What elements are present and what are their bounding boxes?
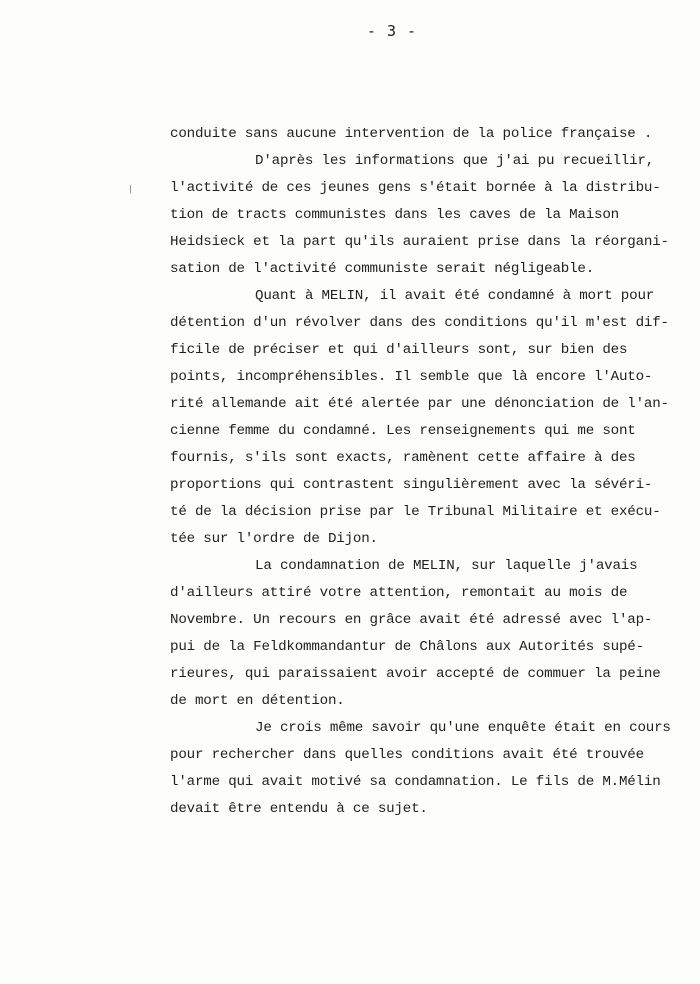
paragraph: [170, 283, 690, 553]
text-line: de mort en détention.: [170, 693, 345, 709]
paragraph: [170, 121, 690, 148]
text-line: devait être entendu à ce sujet.: [170, 801, 428, 817]
text-line: l'activité de ces jeunes gens s'était bornée à la distribu-: [170, 180, 661, 196]
text-line: l'arme qui avait motivé sa condamnation. Le fils de M.Mélin: [170, 774, 661, 790]
text-line: tée sur l'ordre de Dijon.: [170, 531, 378, 547]
text-line: tion de tracts communistes dans les caves de la Maison: [170, 207, 619, 223]
text-line: rité allemande ait été alertée par une dénonciation de l'an-: [170, 396, 669, 412]
paragraph: [170, 148, 690, 283]
paragraph: [170, 715, 690, 823]
text-line: La condamnation de MELIN, sur laquelle j'avais: [255, 558, 638, 574]
text-line: pui de la Feldkommandantur de Châlons aux Autorités supé-: [170, 639, 644, 655]
page-number: - 3 -: [366, 22, 418, 40]
text-line: té de la décision prise par le Tribunal Militaire et exécu-: [170, 504, 661, 520]
text-line: Heidsieck et la part qu'ils auraient prise dans la réorgani-: [170, 234, 669, 250]
letter-body: [170, 121, 690, 823]
text-line: ficile de préciser et qui d'ailleurs sont, sur bien des: [170, 342, 628, 358]
text-line: d'ailleurs attiré votre attention, remontait au mois de: [170, 585, 628, 601]
text-line: cienne femme du condamné. Les renseignements qui me sont: [170, 423, 636, 439]
text-line: détention d'un révolver dans des conditions qu'il m'est dif-: [170, 315, 669, 331]
text-line: pour rechercher dans quelles conditions avait été trouvée: [170, 747, 644, 763]
text-line: fournis, s'ils sont exacts, ramènent cette affaire à des: [170, 450, 636, 466]
paragraph: [170, 553, 690, 715]
text-line: conduite sans aucune intervention de la police française .: [170, 126, 653, 142]
text-line: sation de l'activité communiste serait négligeable.: [170, 261, 595, 277]
margin-mark: [130, 185, 131, 193]
text-line: D'après les informations que j'ai pu recueillir,: [255, 153, 655, 169]
text-line: Novembre. Un recours en grâce avait été adressé avec l'ap-: [170, 612, 653, 628]
text-line: Je crois même savoir qu'une enquête était en cours: [255, 720, 671, 736]
text-line: proportions qui contrastent singulièrement avec la sévéri-: [170, 477, 653, 493]
text-line: rieures, qui paraissaient avoir accepté de commuer la peine: [170, 666, 661, 682]
text-line: Quant à MELIN, il avait été condamné à mort pour: [255, 288, 655, 304]
text-line: points, incompréhensibles. Il semble que là encore l'Auto-: [170, 369, 653, 385]
